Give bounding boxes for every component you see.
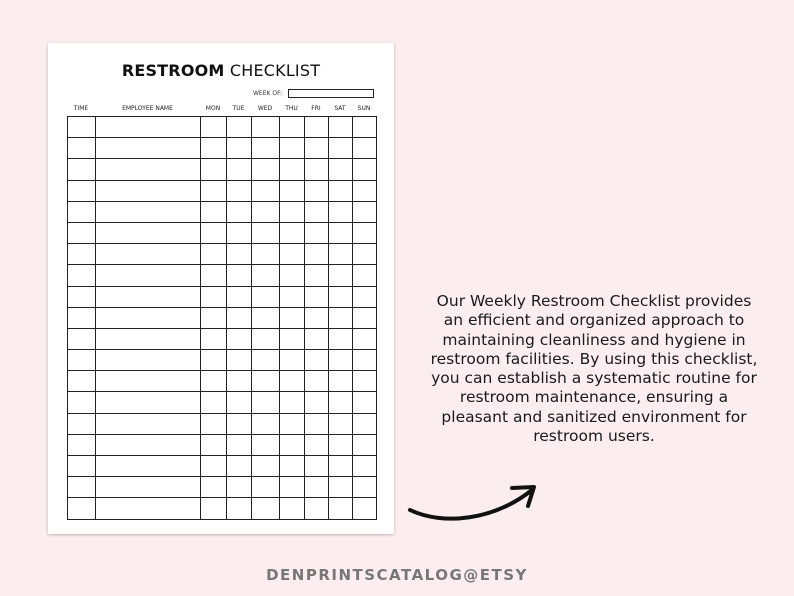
table-cell-thu <box>280 265 305 286</box>
table-cell-employee-name <box>96 413 201 434</box>
table-cell-tue <box>227 180 252 201</box>
table-cell-thu <box>280 498 305 519</box>
table-cell-fri <box>305 307 329 328</box>
table-cell-employee-name <box>96 286 201 307</box>
table-cell-fri <box>305 138 329 159</box>
table-cell-wed <box>252 307 280 328</box>
table-cell-time <box>68 265 96 286</box>
table-cell-time <box>68 159 96 180</box>
table-cell-wed <box>252 222 280 243</box>
shop-name: DENPRINTSCATALOG@ETSY <box>266 566 528 584</box>
table-row <box>68 328 377 349</box>
table-cell-sat <box>329 413 353 434</box>
table-cell-sun <box>353 456 377 477</box>
checklist-grid <box>67 116 377 520</box>
table-cell-time <box>68 244 96 265</box>
table-cell-thu <box>280 371 305 392</box>
table-cell-mon <box>201 477 227 498</box>
week-of-field <box>288 89 374 98</box>
table-cell-mon <box>201 350 227 371</box>
table-cell-thu <box>280 117 305 138</box>
table-cell-employee-name <box>96 159 201 180</box>
table-cell-tue <box>227 286 252 307</box>
table-cell-fri <box>305 222 329 243</box>
table-cell-time <box>68 350 96 371</box>
table-cell-sun <box>353 244 377 265</box>
table-cell-employee-name <box>96 434 201 455</box>
checklist-title <box>48 61 394 80</box>
header-tue: TUE <box>232 105 245 112</box>
table-row <box>68 392 377 413</box>
table-cell-fri <box>305 328 329 349</box>
table-cell-thu <box>280 350 305 371</box>
table-row <box>68 498 377 519</box>
table-cell-tue <box>227 434 252 455</box>
table-cell-sun <box>353 477 377 498</box>
table-cell-fri <box>305 117 329 138</box>
table-cell-wed <box>252 477 280 498</box>
table-cell-mon <box>201 434 227 455</box>
table-cell-wed <box>252 371 280 392</box>
table-cell-wed <box>252 286 280 307</box>
table-cell-mon <box>201 456 227 477</box>
table-cell-sun <box>353 328 377 349</box>
table-row <box>68 180 377 201</box>
table-cell-time <box>68 286 96 307</box>
table-cell-sun <box>353 222 377 243</box>
table-cell-fri <box>305 456 329 477</box>
table-cell-employee-name <box>96 201 201 222</box>
table-cell-time <box>68 371 96 392</box>
table-cell-tue <box>227 350 252 371</box>
table-cell-sun <box>353 180 377 201</box>
table-cell-thu <box>280 328 305 349</box>
table-row <box>68 265 377 286</box>
header-thu: THU <box>285 105 298 112</box>
header-employee-name: EMPLOYEE NAME <box>122 105 173 112</box>
table-cell-thu <box>280 434 305 455</box>
table-row <box>68 286 377 307</box>
table-cell-sat <box>329 138 353 159</box>
table-cell-tue <box>227 498 252 519</box>
header-fri: FRI <box>311 105 321 112</box>
table-cell-sun <box>353 159 377 180</box>
header-wed: WED <box>257 105 273 112</box>
table-cell-sun <box>353 498 377 519</box>
table-row <box>68 222 377 243</box>
table-cell-employee-name <box>96 456 201 477</box>
table-cell-employee-name <box>96 328 201 349</box>
table-cell-tue <box>227 222 252 243</box>
table-cell-tue <box>227 117 252 138</box>
table-cell-mon <box>201 328 227 349</box>
table-cell-sun <box>353 413 377 434</box>
table-cell-wed <box>252 180 280 201</box>
table-cell-time <box>68 456 96 477</box>
table-cell-fri <box>305 159 329 180</box>
table-cell-time <box>68 392 96 413</box>
table-cell-thu <box>280 180 305 201</box>
table-cell-mon <box>201 371 227 392</box>
table-cell-sat <box>329 159 353 180</box>
table-cell-sat <box>329 244 353 265</box>
table-cell-employee-name <box>96 371 201 392</box>
table-cell-employee-name <box>96 222 201 243</box>
table-cell-mon <box>201 117 227 138</box>
table-cell-tue <box>227 265 252 286</box>
table-row <box>68 371 377 392</box>
table-cell-sat <box>329 371 353 392</box>
week-of-label: WEEK OF: <box>253 90 283 97</box>
table-cell-wed <box>252 244 280 265</box>
table-cell-mon <box>201 222 227 243</box>
table-cell-employee-name <box>96 350 201 371</box>
table-cell-sun <box>353 286 377 307</box>
table-cell-mon <box>201 286 227 307</box>
table-cell-mon <box>201 265 227 286</box>
table-cell-time <box>68 413 96 434</box>
table-cell-fri <box>305 392 329 413</box>
checklist-sheet <box>48 43 394 534</box>
table-cell-wed <box>252 392 280 413</box>
table-cell-tue <box>227 392 252 413</box>
table-row <box>68 307 377 328</box>
header-time: TIME <box>73 105 89 112</box>
table-cell-wed <box>252 138 280 159</box>
table-cell-employee-name <box>96 244 201 265</box>
table-cell-thu <box>280 413 305 434</box>
table-cell-sun <box>353 201 377 222</box>
table-cell-fri <box>305 286 329 307</box>
table-cell-thu <box>280 477 305 498</box>
table-cell-employee-name <box>96 498 201 519</box>
table-cell-sun <box>353 307 377 328</box>
header-sun: SUN <box>357 105 371 112</box>
table-cell-tue <box>227 244 252 265</box>
table-cell-sat <box>329 434 353 455</box>
table-cell-sat <box>329 117 353 138</box>
table-cell-time <box>68 477 96 498</box>
table-cell-sat <box>329 180 353 201</box>
table-cell-wed <box>252 328 280 349</box>
table-cell-thu <box>280 201 305 222</box>
table-cell-sat <box>329 328 353 349</box>
table-cell-wed <box>252 413 280 434</box>
table-cell-tue <box>227 138 252 159</box>
table-cell-fri <box>305 265 329 286</box>
table-row <box>68 201 377 222</box>
table-cell-sat <box>329 307 353 328</box>
table-cell-mon <box>201 180 227 201</box>
table-cell-wed <box>252 159 280 180</box>
table-cell-sun <box>353 117 377 138</box>
table-cell-sat <box>329 456 353 477</box>
table-cell-mon <box>201 138 227 159</box>
table-cell-sat <box>329 392 353 413</box>
table-cell-thu <box>280 286 305 307</box>
table-cell-fri <box>305 201 329 222</box>
table-cell-fri <box>305 371 329 392</box>
table-row <box>68 159 377 180</box>
table-cell-mon <box>201 307 227 328</box>
table-cell-mon <box>201 244 227 265</box>
table-cell-wed <box>252 434 280 455</box>
table-cell-time <box>68 180 96 201</box>
table-cell-tue <box>227 456 252 477</box>
table-row <box>68 138 377 159</box>
table-cell-sat <box>329 350 353 371</box>
table-cell-thu <box>280 244 305 265</box>
table-cell-thu <box>280 456 305 477</box>
table-cell-fri <box>305 180 329 201</box>
table-cell-time <box>68 117 96 138</box>
title-bold: RESTROOM <box>121 61 225 80</box>
table-cell-time <box>68 434 96 455</box>
table-cell-fri <box>305 413 329 434</box>
table-cell-time <box>68 498 96 519</box>
table-cell-fri <box>305 350 329 371</box>
curved-arrow-icon <box>404 476 544 526</box>
table-cell-tue <box>227 307 252 328</box>
table-cell-thu <box>280 138 305 159</box>
table-cell-fri <box>305 244 329 265</box>
table-cell-time <box>68 328 96 349</box>
table-cell-employee-name <box>96 477 201 498</box>
table-cell-wed <box>252 265 280 286</box>
table-row <box>68 350 377 371</box>
table-cell-sat <box>329 222 353 243</box>
table-cell-employee-name <box>96 180 201 201</box>
table-cell-time <box>68 222 96 243</box>
table-cell-sun <box>353 371 377 392</box>
table-cell-thu <box>280 159 305 180</box>
table-cell-sun <box>353 392 377 413</box>
table-cell-mon <box>201 498 227 519</box>
table-cell-fri <box>305 477 329 498</box>
table-cell-tue <box>227 201 252 222</box>
table-cell-time <box>68 307 96 328</box>
table-cell-time <box>68 138 96 159</box>
table-cell-sat <box>329 286 353 307</box>
table-cell-fri <box>305 498 329 519</box>
header-mon: MON <box>205 105 221 112</box>
table-cell-tue <box>227 477 252 498</box>
table-cell-wed <box>252 456 280 477</box>
table-cell-tue <box>227 159 252 180</box>
table-row <box>68 244 377 265</box>
table-cell-mon <box>201 413 227 434</box>
table-cell-mon <box>201 392 227 413</box>
table-cell-fri <box>305 434 329 455</box>
table-cell-wed <box>252 350 280 371</box>
table-cell-mon <box>201 159 227 180</box>
table-cell-sat <box>329 201 353 222</box>
table-cell-sun <box>353 138 377 159</box>
table-cell-wed <box>252 498 280 519</box>
table-row <box>68 477 377 498</box>
table-cell-thu <box>280 222 305 243</box>
table-cell-sun <box>353 434 377 455</box>
table-cell-mon <box>201 201 227 222</box>
table-cell-tue <box>227 371 252 392</box>
table-row <box>68 117 377 138</box>
table-cell-thu <box>280 392 305 413</box>
table-cell-employee-name <box>96 392 201 413</box>
table-row <box>68 434 377 455</box>
description-text: Our Weekly Restroom Checklist provides an efficient and organized approach to maintaining cleanliness and hygiene in restroom facilities. By using this checklist, you can establish a systematic routine for restroom maintenance, ensuring a pleasant and sanitized environment for restroom users. <box>430 292 758 446</box>
table-row <box>68 456 377 477</box>
table-cell-sat <box>329 265 353 286</box>
title-light: CHECKLIST <box>229 61 321 80</box>
table-cell-tue <box>227 413 252 434</box>
table-cell-sun <box>353 350 377 371</box>
table-cell-wed <box>252 201 280 222</box>
table-cell-tue <box>227 328 252 349</box>
table-cell-sat <box>329 498 353 519</box>
table-cell-sat <box>329 477 353 498</box>
table-cell-time <box>68 201 96 222</box>
table-cell-thu <box>280 307 305 328</box>
table-row <box>68 413 377 434</box>
table-cell-employee-name <box>96 307 201 328</box>
table-cell-employee-name <box>96 117 201 138</box>
table-cell-sun <box>353 265 377 286</box>
table-cell-employee-name <box>96 138 201 159</box>
header-sat: SAT <box>334 105 346 112</box>
table-cell-employee-name <box>96 265 201 286</box>
table-cell-wed <box>252 117 280 138</box>
